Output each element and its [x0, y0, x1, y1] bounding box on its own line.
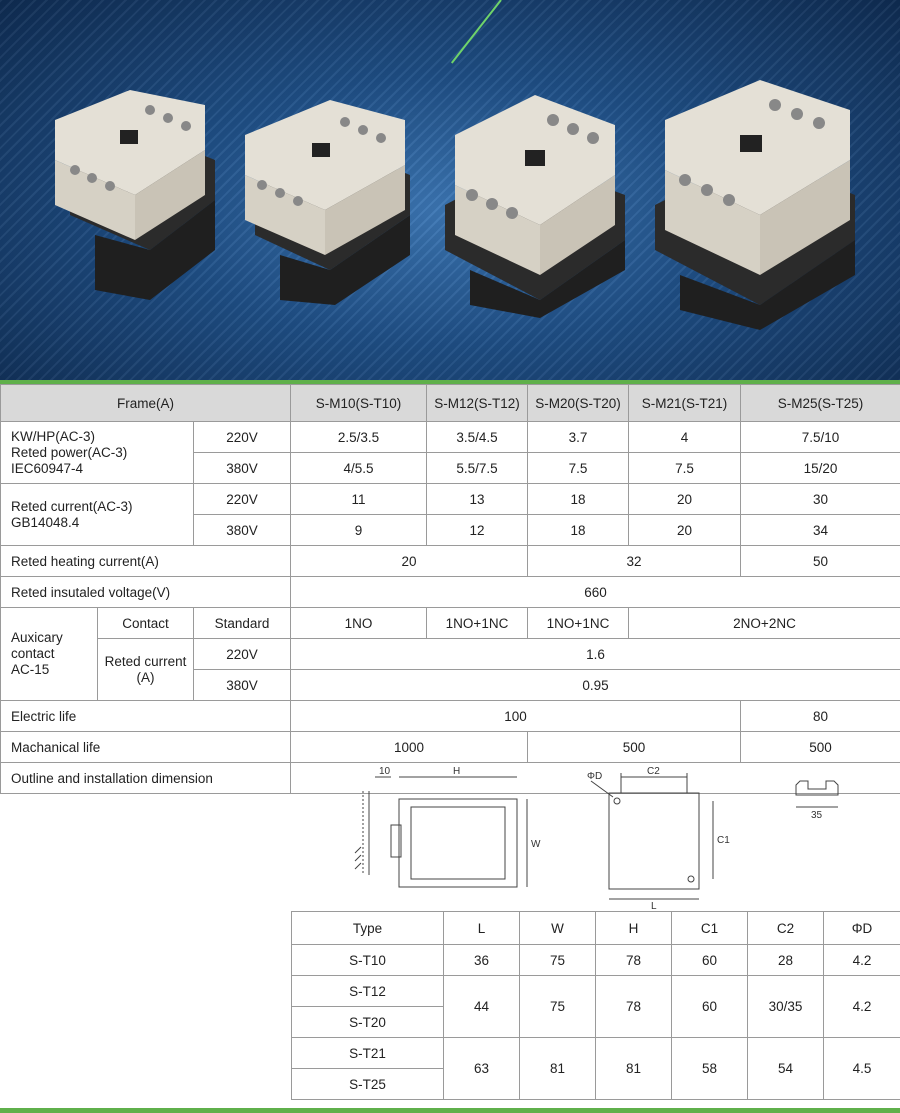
dim-value: 60 — [672, 945, 748, 976]
model-header: S-M10(S-T10) — [291, 385, 427, 422]
dim-header: H — [596, 912, 672, 945]
specification-table — [0, 384, 900, 1092]
outline-row — [1, 763, 900, 794]
current-value: 30 — [741, 484, 900, 515]
aux-contact-row — [1, 608, 900, 639]
power-value: 3.7 — [528, 422, 629, 453]
dimension-table — [291, 911, 900, 1100]
frame-header-row — [1, 385, 900, 422]
dim-value: 4.5 — [824, 1038, 900, 1100]
contact-label: Contact — [98, 608, 194, 639]
insulated-voltage-label: Reted insutaled voltage(V) — [1, 577, 291, 608]
dim-35-label: 35 — [811, 810, 823, 821]
electric-life-row — [1, 701, 900, 732]
dim-value: 81 — [596, 1038, 672, 1100]
power-value: 15/20 — [741, 453, 900, 484]
dim-value: 78 — [596, 945, 672, 976]
dim-value: 36 — [444, 945, 520, 976]
dim-c2-label: C2 — [647, 766, 660, 777]
dim-header: C1 — [672, 912, 748, 945]
voltage-label: 220V — [194, 422, 291, 453]
heating-current-label: Reted heating current(A) — [1, 546, 291, 577]
type-cell: S-T20 — [292, 1007, 444, 1038]
model-header: S-M25(S-T25) — [741, 385, 900, 422]
current-value: 18 — [528, 515, 629, 546]
green-bottom-bar — [0, 1108, 900, 1113]
electric-life-value: 100 — [291, 701, 741, 732]
type-cell: S-T10 — [292, 945, 444, 976]
dim-10-label: 10 — [379, 766, 391, 777]
mechanical-life-row — [1, 732, 900, 763]
heating-value: 50 — [741, 546, 900, 577]
current-value: 20 — [629, 515, 741, 546]
frame-label: Frame(A) — [1, 385, 291, 422]
current-value: 18 — [528, 484, 629, 515]
heating-current-row — [1, 546, 900, 577]
dimension-drawings — [291, 763, 899, 911]
current-value: 9 — [291, 515, 427, 546]
power-value: 4/5.5 — [291, 453, 427, 484]
current-value: 34 — [741, 515, 900, 546]
dim-row-s-t10 — [292, 945, 900, 976]
contact-value: 2NO+2NC — [629, 608, 900, 639]
power-row-220 — [1, 422, 900, 453]
dim-value: 75 — [520, 945, 596, 976]
electric-life-label: Electric life — [1, 701, 291, 732]
current-value: 11 — [291, 484, 427, 515]
dim-row-s-t12 — [292, 976, 900, 1007]
model-header: S-M12(S-T12) — [427, 385, 528, 422]
power-value: 5.5/7.5 — [427, 453, 528, 484]
dimension-header-row — [292, 912, 900, 945]
voltage-label: 380V — [194, 670, 291, 701]
power-value: 7.5 — [629, 453, 741, 484]
rated-power-label: KW/HP(AC-3) Reted power(AC-3) IEC60947-4 — [1, 422, 194, 484]
aux-current-label: Reted current (A) — [98, 639, 194, 701]
dim-value: 4.2 — [824, 976, 900, 1038]
product-photo-banner — [0, 0, 900, 383]
aux-contact-label: Auxicary contact AC-15 — [1, 608, 98, 701]
dim-value: 75 — [520, 976, 596, 1038]
dim-header: ΦD — [824, 912, 900, 945]
current-value: 12 — [427, 515, 528, 546]
dim-w-label: W — [531, 839, 541, 850]
dim-value: 60 — [672, 976, 748, 1038]
voltage-label: 380V — [194, 515, 291, 546]
dim-value: 81 — [520, 1038, 596, 1100]
dim-c1-label: C1 — [717, 835, 730, 846]
dim-value: 54 — [748, 1038, 824, 1100]
type-cell: S-T12 — [292, 976, 444, 1007]
contact-value: 1NO+1NC — [528, 608, 629, 639]
power-value: 3.5/4.5 — [427, 422, 528, 453]
dim-value: 78 — [596, 976, 672, 1038]
dim-value: 28 — [748, 945, 824, 976]
dim-value: 63 — [444, 1038, 520, 1100]
dim-header: C2 — [748, 912, 824, 945]
current-value: 13 — [427, 484, 528, 515]
dim-value: 58 — [672, 1038, 748, 1100]
dim-row-s-t21 — [292, 1038, 900, 1069]
current-row-220 — [1, 484, 900, 515]
contactor-s-t25-image — [655, 80, 855, 330]
mechanical-life-value: 500 — [741, 732, 900, 763]
aux-current-value: 1.6 — [291, 639, 900, 670]
heating-value: 20 — [291, 546, 528, 577]
mechanical-life-label: Machanical life — [1, 732, 291, 763]
contactor-s-t12-image — [245, 100, 410, 305]
dim-value: 4.2 — [824, 945, 900, 976]
dim-h-label: H — [453, 766, 461, 777]
current-value: 20 — [629, 484, 741, 515]
heating-value: 32 — [528, 546, 741, 577]
contactor-s-t20-image — [445, 95, 625, 318]
insulated-voltage-value: 660 — [291, 577, 900, 608]
contactor-illustrations — [0, 0, 900, 383]
dim-value: 30/35 — [748, 976, 824, 1038]
dim-value: 44 — [444, 976, 520, 1038]
dim-header: L — [444, 912, 520, 945]
power-value: 4 — [629, 422, 741, 453]
voltage-label: 220V — [194, 484, 291, 515]
type-cell: S-T21 — [292, 1038, 444, 1069]
aux-current-value: 0.95 — [291, 670, 900, 701]
voltage-label: 220V — [194, 639, 291, 670]
dim-l-label: L — [651, 901, 657, 911]
contactor-s-t10-image — [55, 90, 215, 300]
power-value: 2.5/3.5 — [291, 422, 427, 453]
dim-header: Type — [292, 912, 444, 945]
contact-value: 1NO — [291, 608, 427, 639]
aux-current-row-220 — [1, 639, 900, 670]
voltage-label: 380V — [194, 453, 291, 484]
model-header: S-M20(S-T20) — [528, 385, 629, 422]
mechanical-life-value: 500 — [528, 732, 741, 763]
contact-value: 1NO+1NC — [427, 608, 528, 639]
dim-phid-label: ΦD — [587, 771, 603, 782]
mechanical-life-value: 1000 — [291, 732, 528, 763]
model-header: S-M21(S-T21) — [629, 385, 741, 422]
insulated-voltage-row — [1, 577, 900, 608]
power-value: 7.5 — [528, 453, 629, 484]
outline-label: Outline and installation dimension — [1, 763, 291, 794]
outline-content — [291, 763, 900, 1092]
standard-label: Standard — [194, 608, 291, 639]
dim-header: W — [520, 912, 596, 945]
electric-life-value: 80 — [741, 701, 900, 732]
rated-current-label: Reted current(AC-3) GB14048.4 — [1, 484, 194, 546]
power-value: 7.5/10 — [741, 422, 900, 453]
type-cell: S-T25 — [292, 1069, 444, 1100]
